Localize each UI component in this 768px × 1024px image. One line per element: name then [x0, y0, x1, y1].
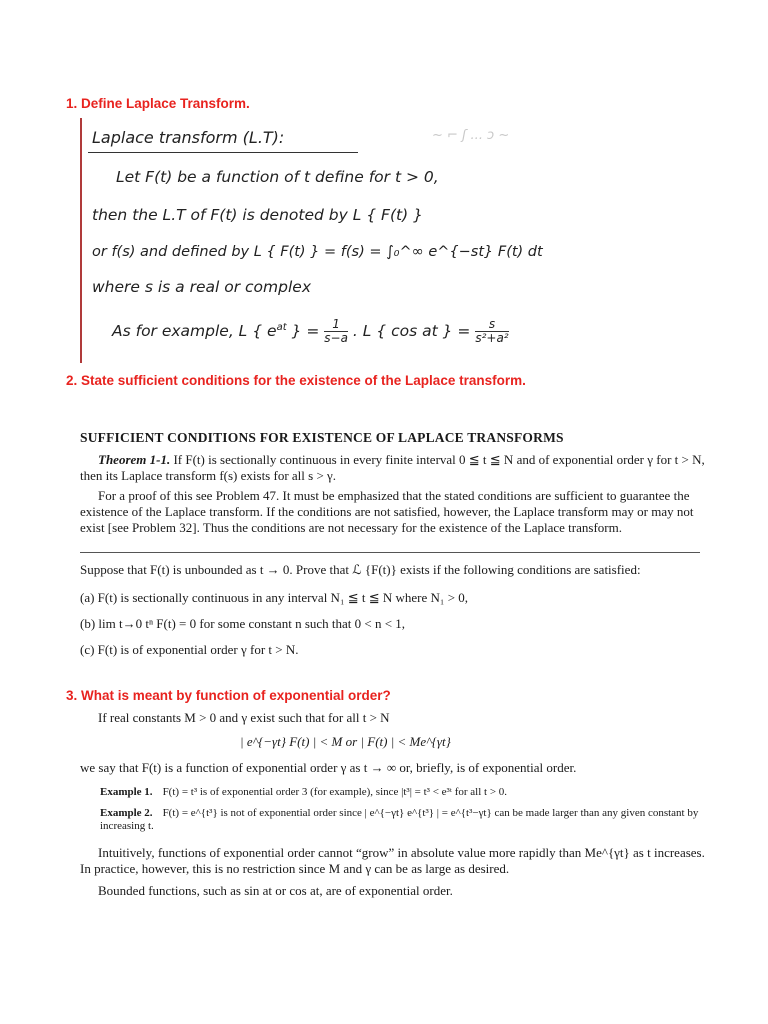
- handwritten-line-3: or f(s) and defined by L { F(t) } = f(s) = ∫₀^∞ e^{−st} F(t) dt: [92, 244, 543, 260]
- example-1: [80, 786, 705, 799]
- line5-exponent: at: [276, 321, 287, 333]
- line5-mid: } =: [286, 322, 320, 340]
- problem-intro: Suppose that F(t) is unbounded as t → 0. Prove that ℒ {F(t)} exists if the following conditions are satisfied:: [80, 562, 641, 577]
- fraction-1-den: s−a: [324, 331, 348, 345]
- line5-mid2: . L { cos at } =: [352, 322, 471, 340]
- theorem-paragraph: [80, 452, 705, 484]
- fraction-1: [324, 318, 348, 345]
- exp-bounded: Bounded functions, such as sin at or cos at, are of exponential order.: [98, 883, 453, 898]
- handwritten-line-4: where s is a real or complex: [92, 278, 311, 296]
- handwritten-line-2: then the L.T of F(t) is denoted by L { F(t) }: [92, 206, 423, 224]
- scan-bleed: ~ ⌐ ʃ ... ɔ ~: [432, 128, 510, 143]
- sufficient-paragraph: For a proof of this see Problem 47. It must be emphasized that the stated conditions are sufficient to guarantee the existence of the Laplace transform. If the conditions are not satisfied, however, the Laplace transform may or may not exist [see Problem 32]. Thus the conditions are not necessary for the existence of the Laplace transform.: [80, 488, 694, 535]
- example-2-text: F(t) = e^{t³} is not of exponential order since | e^{−γt} e^{t³} | = e^{t³−γt} can be made larger than any given constant by increasing t.: [100, 807, 699, 832]
- handwritten-line-1: Let F(t) be a function of t define for t > 0,: [116, 168, 439, 186]
- example-2: [80, 807, 705, 833]
- sufficient-conditions-block: [80, 430, 705, 536]
- question-1: 1. Define Laplace Transform.: [66, 96, 250, 111]
- handwritten-title: Laplace transform (L.T):: [92, 128, 285, 147]
- question-2: 2. State sufficient conditions for the existence of the Laplace transform.: [66, 373, 526, 388]
- exp-equation: | e^{−γt} F(t) | < M or | F(t) | < Me^{γt}: [240, 734, 451, 749]
- theorem-label: Theorem 1-1.: [98, 452, 171, 467]
- exp-definition: we say that F(t) is a function of exponential order γ as t → ∞ or, briefly, is of exponential order.: [80, 760, 577, 775]
- exp-intuition: Intuitively, functions of exponential order cannot “grow” in absolute value more rapidly than Me^{γt} as t increases. In practice, however, this is no restriction since M and γ can be as large as desired.: [80, 845, 705, 876]
- question-3: 3. What is meant by function of exponential order?: [66, 688, 391, 703]
- fraction-2-num: s: [475, 318, 508, 332]
- condition-c: (c) F(t) is of exponential order γ for t > N.: [80, 642, 299, 657]
- example-2-label: Example 2.: [100, 807, 153, 819]
- theorem-text: If F(t) is sectionally continuous in every finite interval 0 ≦ t ≦ N and of exponential order γ for t > N, then its Laplace transform f(s) exists for all s > γ.: [80, 452, 705, 483]
- fraction-2: [475, 318, 508, 345]
- problem-block: [80, 562, 705, 658]
- fraction-1-num: 1: [324, 318, 348, 332]
- exp-intro: If real constants M > 0 and γ exist such that for all t > N: [98, 710, 390, 725]
- sufficient-header: SUFFICIENT CONDITIONS FOR EXISTENCE OF LAPLACE TRANSFORMS: [80, 430, 564, 445]
- scan-divider: [80, 552, 700, 553]
- example-1-text: F(t) = t³ is of exponential order 3 (for example), since |t³| = t³ < e³ᵗ for all t > 0.: [162, 786, 508, 798]
- handwritten-scan: [80, 118, 722, 363]
- condition-b: (b) lim t→0 tⁿ F(t) = 0 for some constant n such that 0 < n < 1,: [80, 616, 406, 631]
- condition-a: (a) F(t) is sectionally continuous in any interval N₁ ≦ t ≦ N where N₁ > 0,: [80, 590, 469, 605]
- example-1-label: Example 1.: [100, 786, 153, 798]
- exponential-order-block: [80, 710, 705, 899]
- title-underline: [88, 152, 358, 153]
- fraction-2-den: s²+a²: [475, 331, 509, 345]
- handwritten-line-5: [112, 318, 509, 345]
- line5-prefix: As for example, L { e: [112, 322, 277, 340]
